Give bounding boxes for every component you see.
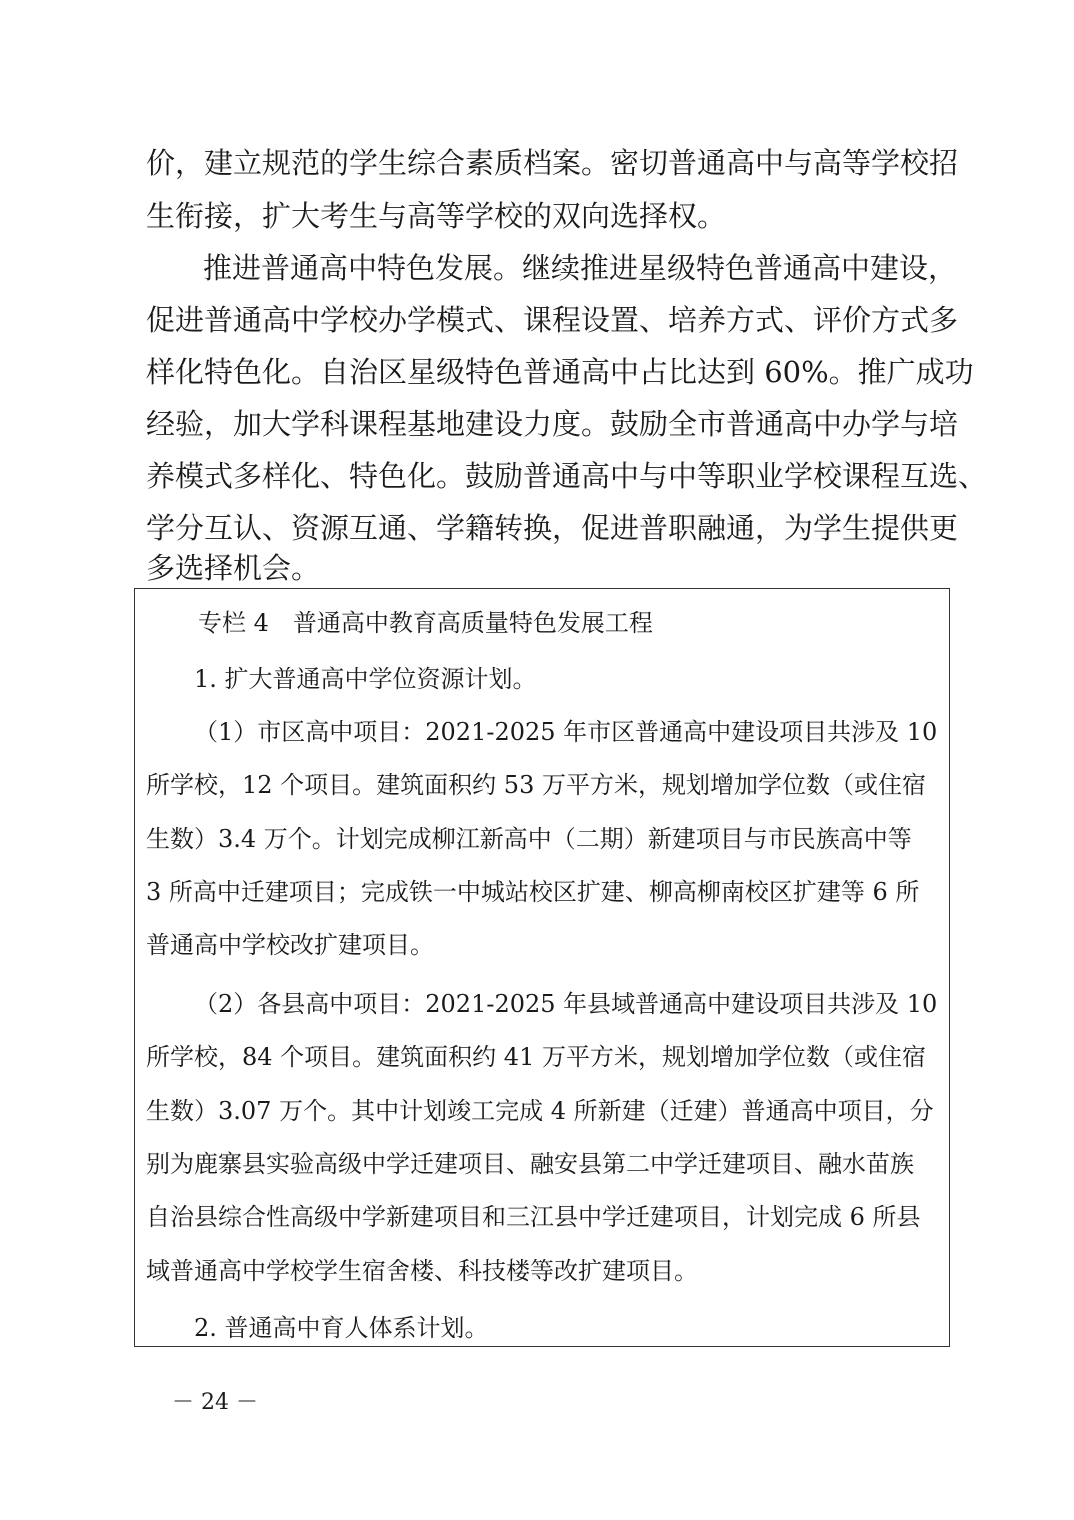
box-line-6: 普通高中学校改扩建项目。 [146,931,434,959]
box-line-2: （1）市区高中项目：2021-2025 年市区普通高中建设项目共涉及 10 [194,718,938,746]
box-line-3: 所学校，12 个项目。建筑面积约 53 万平方米，规划增加学位数（或住宿 [146,771,926,799]
page-number: － 24 － [172,1390,258,1415]
body-line-1: 价，建立规范的学生综合素质档案。密切普通高中与高等学校招 [146,146,959,180]
body-line-8: 学分互认、资源互通、学籍转换，促进普职融通，为学生提供更 [146,511,959,545]
box-line-8: 所学校，84 个项目。建筑面积约 41 万平方米，规划增加学位数（或住宿 [146,1043,926,1071]
box-line-13: 2. 普通高中育人体系计划。 [194,1314,489,1342]
body-line-7: 养模式多样化、特色化。鼓励普通高中与中等职业学校课程互选、 [146,459,988,493]
body-line-6: 经验，加大学科课程基地建设力度。鼓励全市普通高中办学与培 [146,407,959,441]
box-line-1: 1. 扩大普通高中学位资源计划。 [194,665,537,693]
feature-column-box [134,588,950,1347]
box-line-7: （2）各县高中项目：2021-2025 年县域普通高中建设项目共涉及 10 [194,990,938,1018]
body-line-4: 促进普通高中学校办学模式、课程设置、培养方式、评价方式多 [146,303,959,337]
box-title: 专栏 4 普通高中教育高质量特色发展工程 [198,609,653,637]
box-line-10: 别为鹿寨县实验高级中学迁建项目、融安县第二中学迁建项目、融水苗族 [146,1150,914,1178]
box-line-11: 自治县综合性高级中学新建项目和三江县中学迁建项目，计划完成 6 所县 [146,1203,921,1231]
box-line-12: 域普通高中学校学生宿舍楼、科技楼等改扩建项目。 [146,1257,698,1285]
box-line-9: 生数）3.07 万个。其中计划竣工完成 4 所新建（迁建）普通高中项目，分 [146,1097,934,1125]
body-line-5: 样化特色化。自治区星级特色普通高中占比达到 60%。推广成功 [146,355,974,389]
body-line-9: 多选择机会。 [146,551,321,585]
box-line-5: 3 所高中迁建项目；完成铁一中城站校区扩建、柳高柳南校区扩建等 6 所 [146,878,920,906]
box-line-4: 生数）3.4 万个。计划完成柳江新高中（二期）新建项目与市民族高中等 [146,825,912,853]
body-line-2: 生衔接，扩大考生与高等学校的双向选择权。 [146,199,727,233]
body-line-3: 推进普通高中特色发展。继续推进星级特色普通高中建设， [203,251,958,285]
